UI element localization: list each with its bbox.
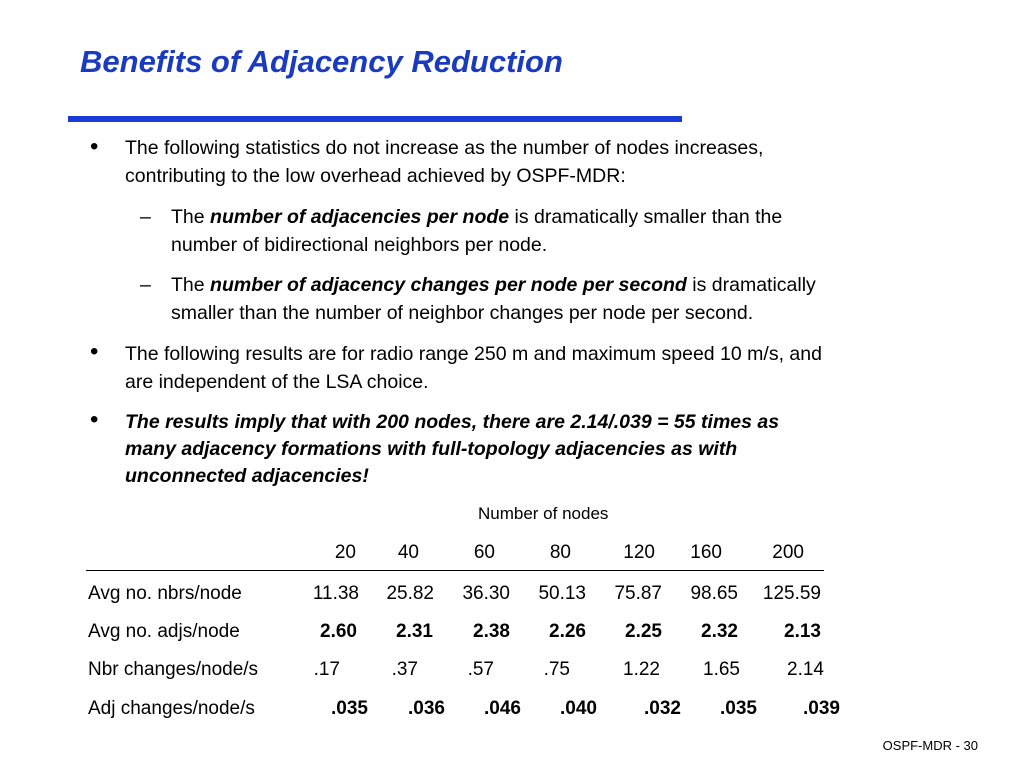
bullet-marker: •: [90, 338, 99, 365]
table-cell: .040: [560, 698, 597, 719]
bullet-3-line-2: many adjacency formations with full-topology adjacencies as with: [125, 438, 738, 460]
table-caption: Number of nodes: [478, 504, 609, 523]
table-cell: .17: [313, 659, 340, 680]
bullet-1-line-2: contributing to the low overhead achieved by OSPF-MDR:: [125, 165, 626, 187]
table-cell: 2.26: [549, 621, 586, 642]
table-header-cell: 20: [334, 542, 356, 563]
table-cell: 2.32: [701, 621, 738, 642]
bullet-2-line-1: The following results are for radio range 250 m and maximum speed 10 m/s, and: [125, 343, 822, 365]
table-cell: 98.65: [690, 583, 738, 604]
slide-footer: OSPF-MDR - 30: [882, 738, 978, 753]
table-cell: .035: [331, 698, 368, 719]
table-cell: 36.30: [462, 583, 510, 604]
bullet-marker: •: [90, 133, 99, 160]
table-cell: .37: [391, 659, 418, 680]
table-cell: 75.87: [614, 583, 662, 604]
table-header-cell: 120: [623, 542, 655, 563]
table-header-cell: 160: [690, 542, 722, 563]
bullet-2-line-2: are independent of the LSA choice.: [125, 371, 429, 393]
sub-bullet-2-post: is dramatically: [686, 274, 816, 296]
sub-bullet-marker: –: [140, 274, 151, 296]
table-cell: 50.13: [538, 583, 586, 604]
table-header-cell: 80: [549, 542, 571, 563]
table-cell: .035: [720, 698, 757, 719]
table-cell: .039: [803, 698, 840, 719]
sub-bullet-2-pre: The: [171, 274, 211, 296]
table-cell: 2.60: [320, 621, 357, 642]
table-cell: 1.22: [623, 659, 660, 680]
bullet-3-line-3: unconnected adjacencies!: [125, 465, 369, 487]
table-cell: 125.59: [762, 583, 821, 604]
table-cell: 2.31: [396, 621, 433, 642]
sub-bullet-1-post: is dramatically smaller than the: [509, 206, 783, 228]
sub-bullet-2-emphasis: number of adjacency changes per node per second: [210, 274, 687, 296]
table-cell: 2.38: [473, 621, 510, 642]
sub-bullet-2-line-2: smaller than the number of neighbor changes per node per second.: [171, 302, 754, 324]
sub-bullet-1-line-1: [171, 203, 782, 231]
sub-bullet-1-line-2: number of bidirectional neighbors per node.: [171, 234, 548, 256]
sub-bullet-marker: –: [140, 206, 151, 228]
table-cell: 11.38: [312, 583, 359, 604]
table-header-rule: [86, 570, 824, 571]
table-cell: .036: [408, 698, 445, 719]
table-row-label: Avg no. nbrs/node: [88, 583, 242, 604]
table-row-label: Adj changes/node/s: [88, 698, 255, 719]
table-cell: 1.65: [703, 659, 740, 680]
table-header-cell: 60: [473, 542, 495, 563]
table-cell: 2.14: [787, 659, 824, 680]
table-cell: .75: [543, 659, 570, 680]
table-row-label: Nbr changes/node/s: [88, 659, 259, 680]
bullet-1-line-1: The following statistics do not increase as the number of nodes increases,: [125, 137, 764, 159]
table-cell: .032: [644, 698, 681, 719]
table-cell: .046: [484, 698, 521, 719]
table-header-cell: 200: [772, 542, 804, 563]
table-cell: 25.82: [386, 583, 434, 604]
table-cell: 2.25: [625, 621, 662, 642]
table-cell: 2.13: [784, 621, 821, 642]
table-header-cell: 40: [397, 542, 419, 563]
table-row-label: Avg no. adjs/node: [88, 621, 240, 642]
sub-bullet-1-emphasis: number of adjacencies per node: [210, 206, 510, 228]
title-underline: [68, 116, 682, 122]
table-cell: .57: [467, 659, 494, 680]
bullet-marker: •: [90, 406, 99, 433]
bullet-3-line-1: The results imply that with 200 nodes, there are 2.14/.039 = 55 times as: [125, 411, 780, 433]
sub-bullet-2-line-1: [171, 271, 816, 299]
sub-bullet-1-pre: The: [171, 206, 211, 228]
slide-title: Benefits of Adjacency Reduction: [80, 44, 563, 79]
